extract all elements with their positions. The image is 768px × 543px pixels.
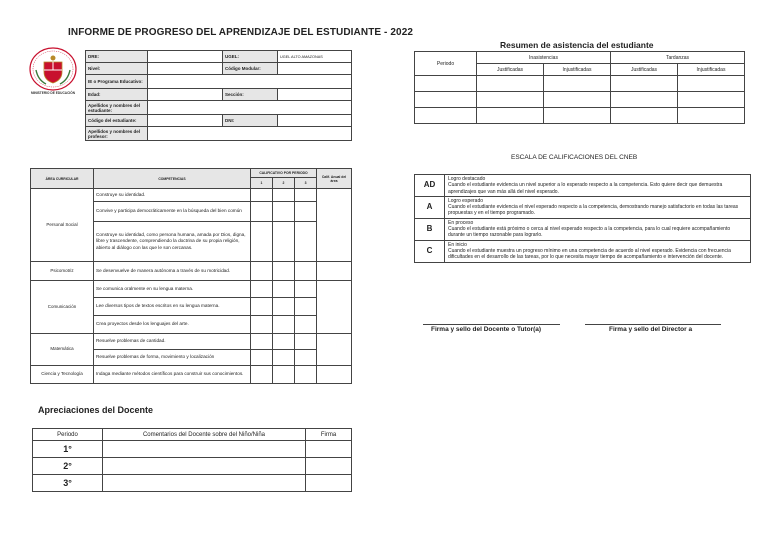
apellidos-estudiante-value [148,101,352,115]
grade-description [445,218,751,240]
grade-cell [295,350,317,366]
logo-caption: MINISTERIO DE EDUCACIÓN [30,91,76,95]
grade-name: Logro destacado [448,176,486,182]
period-label: 1° [33,441,103,458]
competency-item: Construye su identidad. [94,189,251,202]
grade-cell [295,281,317,298]
competency-item: Se desenvuelve de manera autónoma a través de su motricidad. [94,262,251,281]
codigo-estudiante-value [148,115,223,127]
period-3-header: 3 [295,178,317,189]
nivel-label: Nivel: [86,63,148,75]
tardanzas-header: Tardanzas [611,52,745,64]
grade-desc: Cuando el estudiante muestra un progreso mínimo en una competencia de acuerdo al nivel esperado. Evidencia con frecuencia dificultades en el desarrollo de las tareas, por lo que necesita mayor tiempo de acompañamiento e intervención del docente. [448,247,731,261]
annual-grade-cell [317,366,352,384]
area-matematica: Matemática [31,334,94,366]
inasistencias-header: Inasistencias [477,52,611,64]
grade-name: En proceso [448,219,474,226]
annual-grade-cell [317,334,352,366]
table-row [415,240,751,262]
asistencia-table [414,51,745,124]
period-1-header: 1 [251,178,273,189]
escala-title: ESCALA DE CALIFICACIONES DEL CNEB [511,154,638,161]
apreciaciones-title: Apreciaciones del Docente [38,405,154,415]
table-row [415,108,745,124]
table-row [33,441,352,458]
annual-grade-cell [317,189,352,262]
table-row [415,76,745,92]
grade-cell [295,222,317,262]
grade-cell [295,262,317,281]
dni-value [278,115,352,127]
tard-injustificadas-header: Injustificadas [678,64,745,76]
grade-desc: Cuando el estudiante evidencia el nivel esperado respecto a la competencia, demostrando manejo satisfactorio en todas las tareas propuestas y en el tiempo programado. [448,204,739,217]
grade-cell [251,189,273,202]
escala-table [414,174,751,263]
grade-cell [295,334,317,350]
inasist-injustificadas-header: Injustificadas [544,64,611,76]
peru-coat-of-arms-icon [26,44,80,98]
signature-cell [306,441,352,458]
grade-cell [251,334,273,350]
ugel-label: UGEL: [223,51,278,63]
period-label: 3° [33,475,103,492]
competency-item: Lee diversos tipos de textos escritos en su lengua materna. [94,298,251,316]
grade-cell [251,222,273,262]
apellidos-profesor-label: Apellidos y nombres del profesor: [86,127,148,141]
signature-cell [306,475,352,492]
annual-grade-cell [317,281,352,334]
table-row [415,218,751,240]
codigo-modular-label: Código Modular: [223,63,278,75]
table-row [33,475,352,492]
grade-cell [273,281,295,298]
tard-justificadas-header: Justificadas [611,64,678,76]
period-label: 2° [33,458,103,475]
asist-periodo-header: Periodo [415,52,477,76]
dre-value [148,51,223,63]
grade-cell [295,189,317,202]
inasist-justificadas-header: Justificadas [477,64,544,76]
table-row [415,196,751,218]
grade-description [445,175,751,197]
competency-item: Crea proyectos desde los lenguajes del arte. [94,316,251,334]
area-comunicacion: Comunicación [31,281,94,334]
calif-anual-header: Calif. Anual del área [317,169,352,189]
grade-cell [273,189,295,202]
student-info-table [85,50,352,141]
ie-label: IE o Programa Educativo: [86,75,148,89]
nivel-value [148,63,223,75]
signature-cell [306,458,352,475]
grade-desc: Cuando el estudiante está próximo o cerca al nivel esperado respecto a la competencia, para lo cual requiere acompañamiento durante un tiempo razonable para lograrlo. [448,226,731,239]
grade-cell [273,316,295,334]
firma-header: Firma [306,429,352,441]
grade-cell [251,350,273,366]
table-row [415,175,751,197]
grade-cell [251,262,273,281]
competency-item: Resuelve problemas de cantidad. [94,334,251,350]
grade-cell [295,202,317,222]
dni-label: DNI: [223,115,278,127]
edad-label: Edad: [86,89,148,101]
table-row [415,92,745,108]
ministry-logo [26,44,80,98]
comment-cell [103,458,306,475]
grade-cell [251,298,273,316]
grade-cell [273,222,295,262]
seccion-label: Sección: [223,89,278,101]
director-signature-line [585,324,721,325]
grade-code: B [415,218,445,240]
grade-cell [295,366,317,384]
annual-grade-cell [317,262,352,281]
comment-cell [103,441,306,458]
codigo-estudiante-label: Código del estudiante: [86,115,148,127]
grade-description [445,240,751,262]
competency-item: Convive y participa democráticamente en la búsqueda del bien común [94,202,251,222]
grade-cell [295,316,317,334]
grade-name: Logro esperado [448,197,484,204]
report-title: INFORME DE PROGRESO DEL APRENDIZAJE DEL ESTUDIANTE - 2022 [68,27,414,38]
apreciaciones-table [32,428,352,492]
grade-cell [251,366,273,384]
grade-code: AD [415,175,445,197]
ugel-value: UGEL ALTO AMAZONAS [278,51,352,63]
edad-value [148,89,223,101]
asistencia-title: Resumen de asistencia del estudiante [500,40,654,50]
grade-cell [273,298,295,316]
dre-label: DRE: [86,51,148,63]
grade-cell [273,262,295,281]
competencies-table [30,168,352,384]
comment-cell [103,475,306,492]
grade-cell [273,350,295,366]
grade-cell [273,334,295,350]
grade-name: En inicio [448,241,467,248]
area-psicomotriz: Psicomotriz [31,262,94,281]
competency-item: Resuelve problemas de forma, movimiento y localización [94,350,251,366]
apellidos-estudiante-label: Apellidos y nombres del estudiante: [86,101,148,115]
seccion-value [278,89,352,101]
docente-signature-line [423,324,560,325]
area-header: ÁREA CURRICULAR [31,169,94,189]
ie-value [148,75,352,89]
competencias-header: COMPETENCIAS [94,169,251,189]
grade-description [445,196,751,218]
periodo-header: Periodo [33,429,103,441]
competency-item: Se comunica oralmente en su lengua materna. [94,281,251,298]
grade-cell [295,298,317,316]
grade-cell [273,366,295,384]
grade-cell [251,202,273,222]
area-personal-social: Personal Social [31,189,94,262]
table-row [33,458,352,475]
grade-code: C [415,240,445,262]
comentarios-header: Comentarios del Docente sobre del Niño/Niña [103,429,306,441]
grade-cell [251,316,273,334]
period-2-header: 2 [273,178,295,189]
grade-cell [273,202,295,222]
competency-item: Construye su identidad, como persona humana, amada por Dios, digna, libre y trascendente, comprendiendo la doctrina de su propia religión, abierto al diálogo con las que le son cercanas. [94,222,251,262]
grade-code: A [415,196,445,218]
apellidos-profesor-value [148,127,352,141]
competency-item: Indaga mediante métodos científicos para construir sus conocimientos. [94,366,251,384]
codigo-modular-value [278,63,352,75]
area-ciencia-tecnologia: Ciencia y Tecnología [31,366,94,384]
grade-desc: Cuando el estudiante evidencia un nivel superior a lo esperado respecto a la competencia. Esto quiere decir que demuestra aprendizajes que van más allá del nivel esperado. [448,182,723,195]
grade-cell [251,281,273,298]
director-signature-label: Firma y sello del Director a [609,326,693,333]
calificativo-header: CALIFICATIVO POR PERIODO [251,169,317,178]
docente-signature-label: Firma y sello del Docente o Tutor(a) [431,326,542,333]
